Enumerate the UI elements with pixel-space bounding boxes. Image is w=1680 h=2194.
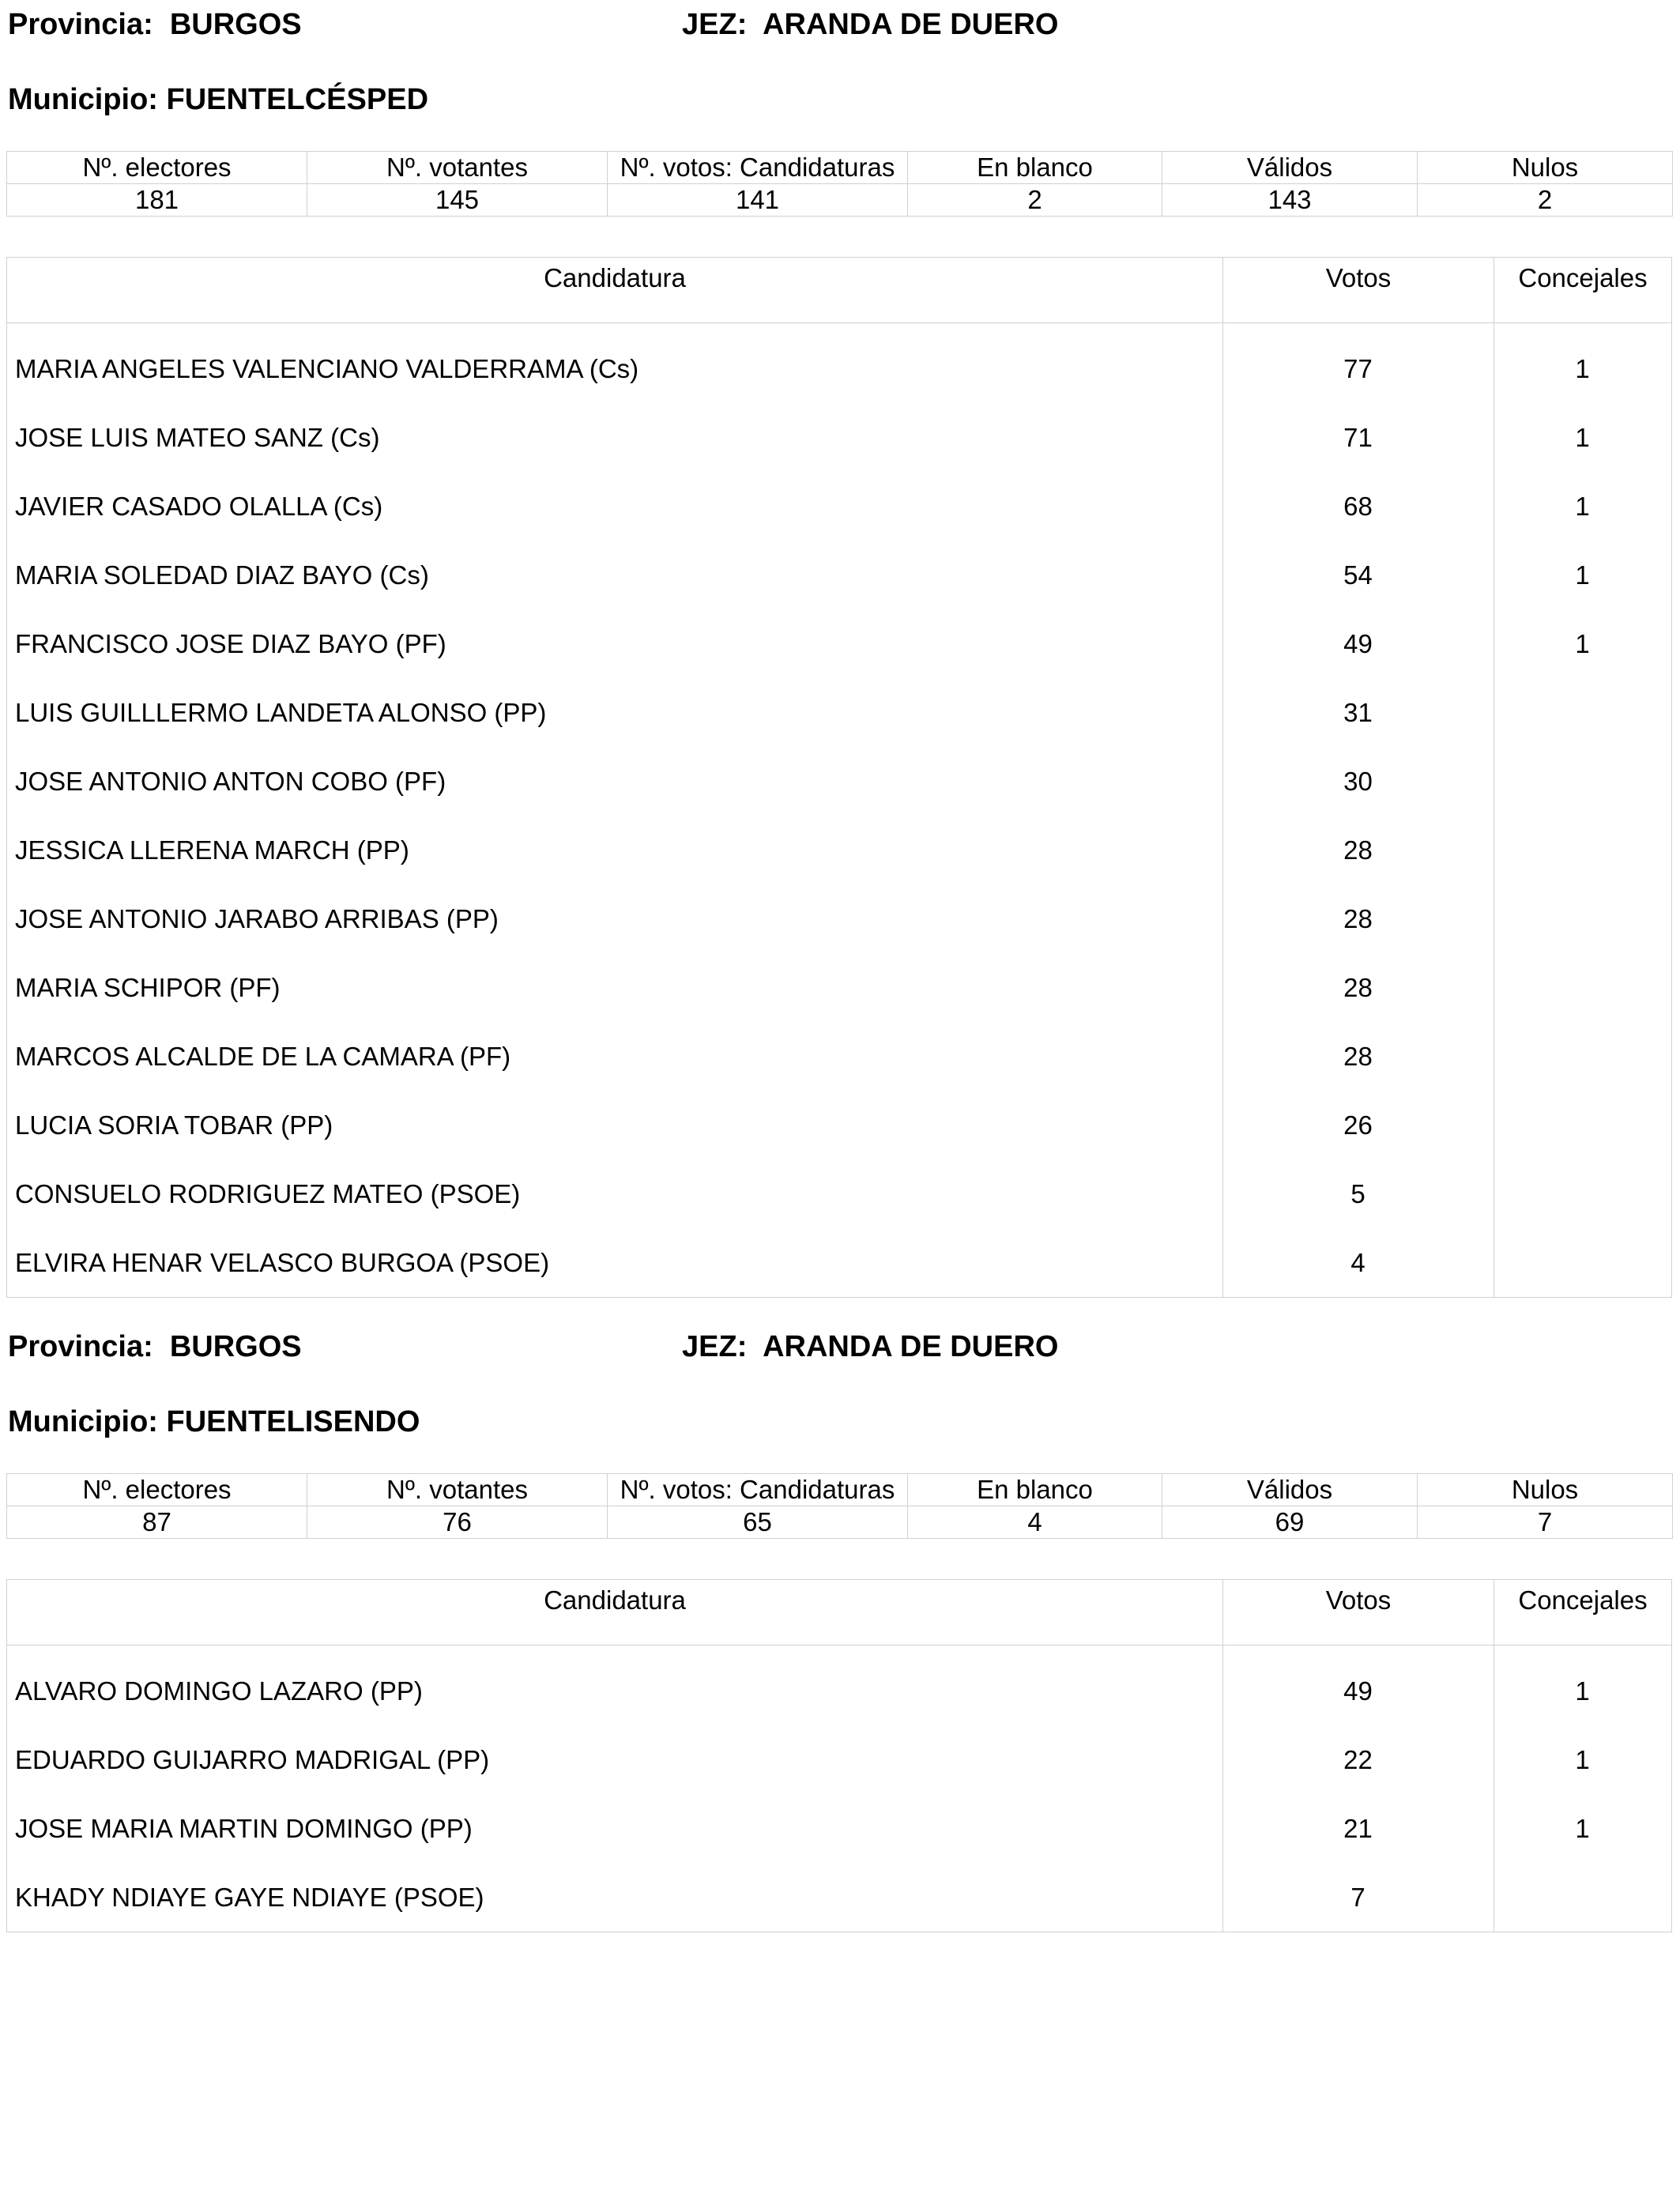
provincia-label: Provincia: <box>8 1330 153 1363</box>
municipio-heading <box>8 1404 420 1440</box>
candidate-votes: 71 <box>1343 423 1373 452</box>
table-row <box>7 403 1671 472</box>
jez-value: ARANDA DE DUERO <box>763 1330 1059 1363</box>
header-votos: Votos <box>1222 258 1494 322</box>
candidate-name: EDUARDO GUIJARRO MADRIGAL (PP) <box>15 1745 490 1774</box>
stats-value-en-blanco: 2 <box>908 184 1162 217</box>
candidates-body <box>7 1646 1671 1932</box>
candidate-votes: 5 <box>1350 1179 1365 1208</box>
table-row <box>7 1091 1671 1159</box>
candidate-name: JESSICA LLERENA MARCH (PP) <box>15 835 409 865</box>
candidate-votes: 68 <box>1343 492 1373 521</box>
stats-header-en-blanco: En blanco <box>908 152 1162 184</box>
provincia-value: BURGOS <box>169 1330 302 1363</box>
candidate-name: KHADY NDIAYE GAYE NDIAYE (PSOE) <box>15 1883 484 1912</box>
stats-value-nulos: 2 <box>1418 184 1673 217</box>
candidate-votes: 21 <box>1343 1814 1373 1843</box>
candidate-name: ALVARO DOMINGO LAZARO (PP) <box>15 1676 423 1706</box>
provincia-heading <box>8 6 302 43</box>
candidate-votes: 30 <box>1343 767 1373 796</box>
stats-table <box>6 1473 1673 1539</box>
candidate-name: JOSE ANTONIO JARABO ARRIBAS (PP) <box>15 904 499 933</box>
table-row <box>7 1022 1671 1091</box>
candidate-name: JOSE ANTONIO ANTON COBO (PF) <box>15 767 446 796</box>
municipio-label: Municipio: <box>8 83 158 116</box>
candidate-votes: 31 <box>1343 698 1373 727</box>
candidate-concejales: 1 <box>1575 1814 1590 1843</box>
table-row <box>7 816 1671 884</box>
table-row <box>7 472 1671 541</box>
stats-header-en-blanco: En blanco <box>908 1474 1162 1506</box>
header-candidatura: Candidatura <box>544 1585 686 1615</box>
header-concejales: Concejales <box>1494 1580 1671 1645</box>
stats-value-validos: 143 <box>1162 184 1418 217</box>
stats-header-votantes: Nº. votantes <box>307 1474 608 1506</box>
candidates-table <box>6 1579 1672 1932</box>
candidate-votes: 49 <box>1343 1676 1373 1706</box>
stats-header-votos-candidaturas: Nº. votos: Candidaturas <box>608 1474 908 1506</box>
candidate-concejales: 1 <box>1575 1745 1590 1774</box>
stats-value-row <box>7 1506 1673 1539</box>
header-candidatura: Candidatura <box>544 263 686 292</box>
candidate-votes: 28 <box>1343 835 1373 865</box>
candidates-header-row <box>7 1580 1671 1646</box>
municipio-heading <box>8 81 428 118</box>
stats-header-nulos: Nulos <box>1418 152 1673 184</box>
stats-header-validos: Válidos <box>1162 1474 1418 1506</box>
stats-header-electores: Nº. electores <box>7 152 307 184</box>
candidate-votes: 28 <box>1343 1042 1373 1071</box>
candidate-concejales: 1 <box>1575 629 1590 658</box>
stats-value-validos: 69 <box>1162 1506 1418 1539</box>
candidate-votes: 28 <box>1343 973 1373 1002</box>
candidate-concejales: 1 <box>1575 423 1590 452</box>
stats-value-electores: 181 <box>7 184 307 217</box>
stats-value-votos-candidaturas: 141 <box>608 184 908 217</box>
candidate-votes: 7 <box>1350 1883 1365 1912</box>
candidate-name: JAVIER CASADO OLALLA (Cs) <box>15 492 383 521</box>
candidate-name: MARIA SOLEDAD DIAZ BAYO (Cs) <box>15 560 429 590</box>
candidate-name: ELVIRA HENAR VELASCO BURGOA (PSOE) <box>15 1248 550 1277</box>
table-row <box>7 1794 1671 1863</box>
table-row <box>7 1159 1671 1228</box>
jez-label: JEZ: <box>682 1330 748 1363</box>
jez-heading <box>682 6 1058 43</box>
provincia-heading <box>8 1329 302 1365</box>
table-row <box>7 609 1671 678</box>
stats-value-row <box>7 184 1673 217</box>
stats-header-votantes: Nº. votantes <box>307 152 608 184</box>
table-row <box>7 953 1671 1022</box>
table-row <box>7 884 1671 953</box>
table-row <box>7 1228 1671 1297</box>
table-row <box>7 1725 1671 1794</box>
table-row <box>7 1657 1671 1725</box>
provincia-label: Provincia: <box>8 8 153 41</box>
table-row <box>7 747 1671 816</box>
table-row <box>7 1863 1671 1932</box>
candidates-table <box>6 257 1672 1298</box>
header-votos: Votos <box>1222 1580 1494 1645</box>
candidate-name: CONSUELO RODRIGUEZ MATEO (PSOE) <box>15 1179 521 1208</box>
stats-value-votantes: 76 <box>307 1506 608 1539</box>
candidates-header-row <box>7 258 1671 323</box>
stats-value-en-blanco: 4 <box>908 1506 1162 1539</box>
stats-value-nulos: 7 <box>1418 1506 1673 1539</box>
stats-value-votantes: 145 <box>307 184 608 217</box>
stats-header-validos: Válidos <box>1162 152 1418 184</box>
candidate-votes: 28 <box>1343 904 1373 933</box>
municipio-value: FUENTELISENDO <box>166 1405 420 1438</box>
candidate-concejales: 1 <box>1575 1676 1590 1706</box>
candidate-votes: 54 <box>1343 560 1373 590</box>
candidate-name: LUIS GUILLLERMO LANDETA ALONSO (PP) <box>15 698 547 727</box>
stats-table <box>6 151 1673 217</box>
stats-header-nulos: Nulos <box>1418 1474 1673 1506</box>
stats-value-votos-candidaturas: 65 <box>608 1506 908 1539</box>
header-concejales: Concejales <box>1494 258 1671 322</box>
candidate-name: MARCOS ALCALDE DE LA CAMARA (PF) <box>15 1042 511 1071</box>
candidate-name: FRANCISCO JOSE DIAZ BAYO (PF) <box>15 629 446 658</box>
municipio-label: Municipio: <box>8 1405 158 1438</box>
stats-header-electores: Nº. electores <box>7 1474 307 1506</box>
candidate-concejales: 1 <box>1575 492 1590 521</box>
candidate-name: MARIA SCHIPOR (PF) <box>15 973 281 1002</box>
candidate-votes: 49 <box>1343 629 1373 658</box>
candidate-votes: 4 <box>1350 1248 1365 1277</box>
candidate-name: LUCIA SORIA TOBAR (PP) <box>15 1110 333 1140</box>
stats-header-row <box>7 1474 1673 1506</box>
stats-header-votos-candidaturas: Nº. votos: Candidaturas <box>608 152 908 184</box>
table-row <box>7 541 1671 609</box>
jez-label: JEZ: <box>682 8 748 41</box>
candidate-votes: 77 <box>1343 354 1373 383</box>
candidate-votes: 26 <box>1343 1110 1373 1140</box>
candidates-body <box>7 323 1671 1297</box>
jez-value: ARANDA DE DUERO <box>763 8 1059 41</box>
jez-heading <box>682 1329 1058 1365</box>
candidate-votes: 22 <box>1343 1745 1373 1774</box>
table-row <box>7 334 1671 403</box>
municipio-value: FUENTELCÉSPED <box>166 83 429 116</box>
stats-value-electores: 87 <box>7 1506 307 1539</box>
provincia-value: BURGOS <box>169 8 302 41</box>
stats-header-row <box>7 152 1673 184</box>
candidate-concejales: 1 <box>1575 560 1590 590</box>
table-row <box>7 678 1671 747</box>
candidate-name: JOSE LUIS MATEO SANZ (Cs) <box>15 423 380 452</box>
candidate-name: MARIA ANGELES VALENCIANO VALDERRAMA (Cs) <box>15 354 639 383</box>
candidate-concejales: 1 <box>1575 354 1590 383</box>
candidate-name: JOSE MARIA MARTIN DOMINGO (PP) <box>15 1814 473 1843</box>
